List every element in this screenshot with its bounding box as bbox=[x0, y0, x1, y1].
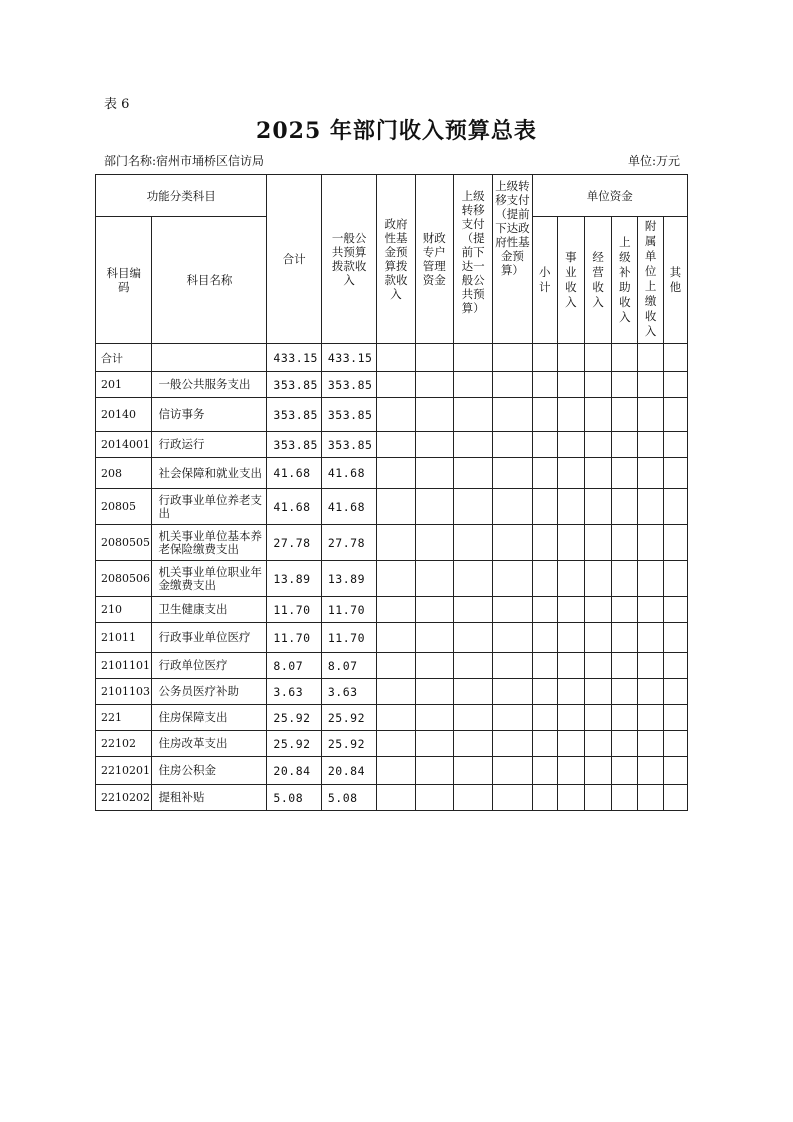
empty-cell bbox=[638, 679, 663, 705]
row-name: 信访事务 bbox=[152, 398, 267, 432]
row-name: 住房改革支出 bbox=[152, 731, 267, 757]
table-row bbox=[96, 489, 688, 525]
table-row bbox=[96, 679, 688, 705]
empty-cell bbox=[453, 489, 492, 525]
empty-cell bbox=[532, 432, 557, 458]
table-row bbox=[96, 372, 688, 398]
empty-cell bbox=[532, 344, 557, 372]
empty-cell bbox=[377, 653, 415, 679]
empty-cell bbox=[493, 432, 532, 458]
empty-cell bbox=[415, 731, 453, 757]
empty-cell bbox=[638, 372, 663, 398]
empty-cell bbox=[612, 705, 638, 731]
row-general-budget: 353.85 bbox=[321, 398, 376, 432]
table-row bbox=[96, 623, 688, 653]
row-total: 8.07 bbox=[267, 653, 321, 679]
row-general-budget: 25.92 bbox=[321, 731, 376, 757]
empty-cell bbox=[557, 653, 584, 679]
empty-cell bbox=[532, 561, 557, 597]
empty-cell bbox=[415, 785, 453, 811]
department-name: 部门名称:宿州市埇桥区信访局 bbox=[104, 154, 265, 168]
empty-cell bbox=[453, 785, 492, 811]
empty-cell bbox=[453, 458, 492, 489]
empty-cell bbox=[638, 731, 663, 757]
row-name: 住房保障支出 bbox=[152, 705, 267, 731]
empty-cell bbox=[415, 525, 453, 561]
other-header: 其他 bbox=[663, 217, 687, 344]
empty-cell bbox=[493, 597, 532, 623]
transfer-fund-header: 上级转移支付（提前下达政府性基金预算） bbox=[493, 175, 532, 344]
empty-cell bbox=[377, 344, 415, 372]
empty-cell bbox=[532, 398, 557, 432]
row-name: 提租补贴 bbox=[152, 785, 267, 811]
empty-cell bbox=[377, 398, 415, 432]
empty-cell bbox=[638, 398, 663, 432]
empty-cell bbox=[612, 731, 638, 757]
empty-cell bbox=[612, 489, 638, 525]
empty-cell bbox=[377, 489, 415, 525]
empty-cell bbox=[453, 398, 492, 432]
empty-cell bbox=[377, 705, 415, 731]
empty-cell bbox=[377, 432, 415, 458]
row-code: 210 bbox=[96, 597, 152, 623]
empty-cell bbox=[557, 705, 584, 731]
empty-cell bbox=[532, 458, 557, 489]
empty-cell bbox=[585, 785, 612, 811]
empty-cell bbox=[663, 757, 687, 785]
row-code: 2210202 bbox=[96, 785, 152, 811]
empty-cell bbox=[415, 653, 453, 679]
table-row bbox=[96, 398, 688, 432]
row-general-budget: 353.85 bbox=[321, 432, 376, 458]
table-row bbox=[96, 653, 688, 679]
name-header: 科目名称 bbox=[152, 217, 267, 344]
empty-cell bbox=[612, 785, 638, 811]
empty-cell bbox=[557, 458, 584, 489]
empty-cell bbox=[493, 372, 532, 398]
empty-cell bbox=[415, 372, 453, 398]
row-code: 201 bbox=[96, 372, 152, 398]
empty-cell bbox=[493, 398, 532, 432]
row-total: 353.85 bbox=[267, 432, 321, 458]
empty-cell bbox=[663, 785, 687, 811]
empty-cell bbox=[585, 705, 612, 731]
row-name: 公务员医疗补助 bbox=[152, 679, 267, 705]
empty-cell bbox=[493, 679, 532, 705]
row-code: 20805 bbox=[96, 489, 152, 525]
table-row bbox=[96, 525, 688, 561]
empty-cell bbox=[453, 525, 492, 561]
empty-cell bbox=[493, 705, 532, 731]
empty-cell bbox=[557, 731, 584, 757]
row-name bbox=[152, 344, 267, 372]
row-name: 卫生健康支出 bbox=[152, 597, 267, 623]
subsidy-income-header: 上级补助收入 bbox=[612, 217, 638, 344]
empty-cell bbox=[453, 623, 492, 653]
empty-cell bbox=[557, 344, 584, 372]
row-name: 机关事业单位职业年金缴费支出 bbox=[152, 561, 267, 597]
empty-cell bbox=[663, 458, 687, 489]
empty-cell bbox=[493, 653, 532, 679]
empty-cell bbox=[612, 398, 638, 432]
empty-cell bbox=[585, 757, 612, 785]
empty-cell bbox=[612, 458, 638, 489]
empty-cell bbox=[557, 489, 584, 525]
row-total: 433.15 bbox=[267, 344, 321, 372]
empty-cell bbox=[532, 597, 557, 623]
empty-cell bbox=[532, 489, 557, 525]
row-code: 2101103 bbox=[96, 679, 152, 705]
empty-cell bbox=[585, 525, 612, 561]
empty-cell bbox=[415, 344, 453, 372]
empty-cell bbox=[585, 398, 612, 432]
empty-cell bbox=[585, 623, 612, 653]
empty-cell bbox=[557, 525, 584, 561]
code-header: 科目编码 bbox=[96, 217, 152, 344]
row-general-budget: 11.70 bbox=[321, 597, 376, 623]
empty-cell bbox=[415, 757, 453, 785]
empty-cell bbox=[557, 757, 584, 785]
empty-cell bbox=[638, 757, 663, 785]
empty-cell bbox=[585, 731, 612, 757]
empty-cell bbox=[585, 489, 612, 525]
table-row bbox=[96, 458, 688, 489]
row-name: 行政事业单位医疗 bbox=[152, 623, 267, 653]
row-code: 合计 bbox=[96, 344, 152, 372]
general-budget-header: 一般公共预算拨款收入 bbox=[321, 175, 376, 344]
empty-cell bbox=[585, 597, 612, 623]
empty-cell bbox=[612, 561, 638, 597]
empty-cell bbox=[663, 489, 687, 525]
empty-cell bbox=[415, 597, 453, 623]
empty-cell bbox=[453, 372, 492, 398]
empty-cell bbox=[377, 731, 415, 757]
empty-cell bbox=[585, 458, 612, 489]
empty-cell bbox=[377, 458, 415, 489]
table-row bbox=[96, 597, 688, 623]
row-general-budget: 25.92 bbox=[321, 705, 376, 731]
budget-table bbox=[95, 174, 688, 811]
row-general-budget: 353.85 bbox=[321, 372, 376, 398]
row-code: 2014001 bbox=[96, 432, 152, 458]
empty-cell bbox=[663, 623, 687, 653]
empty-cell bbox=[663, 597, 687, 623]
empty-cell bbox=[377, 785, 415, 811]
empty-cell bbox=[585, 679, 612, 705]
empty-cell bbox=[377, 561, 415, 597]
empty-cell bbox=[663, 398, 687, 432]
empty-cell bbox=[415, 623, 453, 653]
row-code: 21011 bbox=[96, 623, 152, 653]
empty-cell bbox=[612, 757, 638, 785]
empty-cell bbox=[532, 679, 557, 705]
empty-cell bbox=[532, 705, 557, 731]
empty-cell bbox=[638, 705, 663, 731]
row-total: 25.92 bbox=[267, 705, 321, 731]
empty-cell bbox=[663, 372, 687, 398]
empty-cell bbox=[638, 653, 663, 679]
empty-cell bbox=[453, 432, 492, 458]
row-total: 20.84 bbox=[267, 757, 321, 785]
row-name: 行政事业单位养老支出 bbox=[152, 489, 267, 525]
empty-cell bbox=[532, 653, 557, 679]
empty-cell bbox=[415, 432, 453, 458]
empty-cell bbox=[585, 372, 612, 398]
row-total: 27.78 bbox=[267, 525, 321, 561]
table-number: 表 6 bbox=[104, 97, 130, 112]
empty-cell bbox=[638, 489, 663, 525]
empty-cell bbox=[638, 597, 663, 623]
table-row bbox=[96, 432, 688, 458]
row-general-budget: 433.15 bbox=[321, 344, 376, 372]
row-code: 2080506 bbox=[96, 561, 152, 597]
empty-cell bbox=[557, 561, 584, 597]
empty-cell bbox=[612, 623, 638, 653]
empty-cell bbox=[493, 458, 532, 489]
empty-cell bbox=[612, 597, 638, 623]
empty-cell bbox=[663, 653, 687, 679]
empty-cell bbox=[663, 432, 687, 458]
empty-cell bbox=[557, 597, 584, 623]
empty-cell bbox=[493, 731, 532, 757]
empty-cell bbox=[415, 398, 453, 432]
empty-cell bbox=[638, 561, 663, 597]
empty-cell bbox=[557, 785, 584, 811]
row-general-budget: 3.63 bbox=[321, 679, 376, 705]
empty-cell bbox=[585, 653, 612, 679]
row-code: 208 bbox=[96, 458, 152, 489]
empty-cell bbox=[377, 597, 415, 623]
row-general-budget: 13.89 bbox=[321, 561, 376, 597]
empty-cell bbox=[453, 679, 492, 705]
empty-cell bbox=[453, 653, 492, 679]
empty-cell bbox=[638, 785, 663, 811]
empty-cell bbox=[532, 525, 557, 561]
empty-cell bbox=[638, 525, 663, 561]
func-group-header: 功能分类科目 bbox=[96, 175, 267, 217]
affiliated-income-header: 附属单位上缴收入 bbox=[638, 217, 663, 344]
empty-cell bbox=[557, 432, 584, 458]
row-general-budget: 11.70 bbox=[321, 623, 376, 653]
row-total: 25.92 bbox=[267, 731, 321, 757]
empty-cell bbox=[663, 525, 687, 561]
unit-funds-header: 单位资金 bbox=[532, 175, 687, 217]
row-total: 13.89 bbox=[267, 561, 321, 597]
empty-cell bbox=[585, 344, 612, 372]
empty-cell bbox=[638, 458, 663, 489]
row-code: 2080505 bbox=[96, 525, 152, 561]
row-total: 353.85 bbox=[267, 398, 321, 432]
empty-cell bbox=[532, 731, 557, 757]
empty-cell bbox=[493, 489, 532, 525]
empty-cell bbox=[612, 525, 638, 561]
row-general-budget: 5.08 bbox=[321, 785, 376, 811]
row-total: 11.70 bbox=[267, 623, 321, 653]
table-row bbox=[96, 731, 688, 757]
empty-cell bbox=[585, 432, 612, 458]
transfer-general-header: 上级转移支付（提前下达一般公共预算） bbox=[453, 175, 492, 344]
row-total: 3.63 bbox=[267, 679, 321, 705]
empty-cell bbox=[415, 489, 453, 525]
special-account-header: 财政专户管理资金 bbox=[415, 175, 453, 344]
row-total: 353.85 bbox=[267, 372, 321, 398]
row-total: 41.68 bbox=[267, 489, 321, 525]
empty-cell bbox=[557, 372, 584, 398]
row-general-budget: 8.07 bbox=[321, 653, 376, 679]
table-row bbox=[96, 705, 688, 731]
row-total: 11.70 bbox=[267, 597, 321, 623]
row-general-budget: 41.68 bbox=[321, 489, 376, 525]
row-name: 社会保障和就业支出 bbox=[152, 458, 267, 489]
empty-cell bbox=[415, 458, 453, 489]
empty-cell bbox=[557, 398, 584, 432]
row-code: 2101101 bbox=[96, 653, 152, 679]
empty-cell bbox=[612, 344, 638, 372]
empty-cell bbox=[532, 785, 557, 811]
empty-cell bbox=[377, 525, 415, 561]
empty-cell bbox=[585, 561, 612, 597]
total-header: 合计 bbox=[267, 175, 321, 344]
gov-fund-header: 政府性基金预算拨款收入 bbox=[377, 175, 415, 344]
empty-cell bbox=[453, 757, 492, 785]
empty-cell bbox=[415, 561, 453, 597]
empty-cell bbox=[377, 757, 415, 785]
empty-cell bbox=[493, 785, 532, 811]
table-row bbox=[96, 561, 688, 597]
row-general-budget: 41.68 bbox=[321, 458, 376, 489]
empty-cell bbox=[453, 561, 492, 597]
row-name: 行政单位医疗 bbox=[152, 653, 267, 679]
empty-cell bbox=[612, 372, 638, 398]
table-row bbox=[96, 757, 688, 785]
subtotal-header: 小计 bbox=[532, 217, 557, 344]
empty-cell bbox=[493, 344, 532, 372]
empty-cell bbox=[493, 561, 532, 597]
empty-cell bbox=[415, 705, 453, 731]
empty-cell bbox=[612, 432, 638, 458]
empty-cell bbox=[493, 757, 532, 785]
empty-cell bbox=[663, 561, 687, 597]
empty-cell bbox=[493, 623, 532, 653]
empty-cell bbox=[663, 679, 687, 705]
row-total: 41.68 bbox=[267, 458, 321, 489]
empty-cell bbox=[532, 372, 557, 398]
row-name: 机关事业单位基本养老保险缴费支出 bbox=[152, 525, 267, 561]
row-code: 2210201 bbox=[96, 757, 152, 785]
empty-cell bbox=[377, 372, 415, 398]
row-general-budget: 27.78 bbox=[321, 525, 376, 561]
empty-cell bbox=[557, 679, 584, 705]
empty-cell bbox=[453, 731, 492, 757]
empty-cell bbox=[532, 757, 557, 785]
business-income-header: 事业收入 bbox=[557, 217, 584, 344]
empty-cell bbox=[453, 344, 492, 372]
row-name: 一般公共服务支出 bbox=[152, 372, 267, 398]
row-code: 221 bbox=[96, 705, 152, 731]
empty-cell bbox=[612, 679, 638, 705]
empty-cell bbox=[638, 344, 663, 372]
unit-label: 单位:万元 bbox=[627, 154, 680, 168]
row-name: 住房公积金 bbox=[152, 757, 267, 785]
row-code: 20140 bbox=[96, 398, 152, 432]
empty-cell bbox=[453, 705, 492, 731]
empty-cell bbox=[663, 705, 687, 731]
empty-cell bbox=[453, 597, 492, 623]
row-general-budget: 20.84 bbox=[321, 757, 376, 785]
row-total: 5.08 bbox=[267, 785, 321, 811]
empty-cell bbox=[493, 525, 532, 561]
empty-cell bbox=[663, 731, 687, 757]
empty-cell bbox=[415, 679, 453, 705]
empty-cell bbox=[612, 653, 638, 679]
row-code: 22102 bbox=[96, 731, 152, 757]
row-name: 行政运行 bbox=[152, 432, 267, 458]
empty-cell bbox=[663, 344, 687, 372]
table-row bbox=[96, 344, 688, 372]
empty-cell bbox=[557, 623, 584, 653]
empty-cell bbox=[377, 679, 415, 705]
operating-income-header: 经营收入 bbox=[585, 217, 612, 344]
empty-cell bbox=[638, 623, 663, 653]
table-row bbox=[96, 785, 688, 811]
page-title: 2025 年部门收入预算总表 bbox=[256, 118, 537, 144]
empty-cell bbox=[532, 623, 557, 653]
empty-cell bbox=[377, 623, 415, 653]
empty-cell bbox=[638, 432, 663, 458]
